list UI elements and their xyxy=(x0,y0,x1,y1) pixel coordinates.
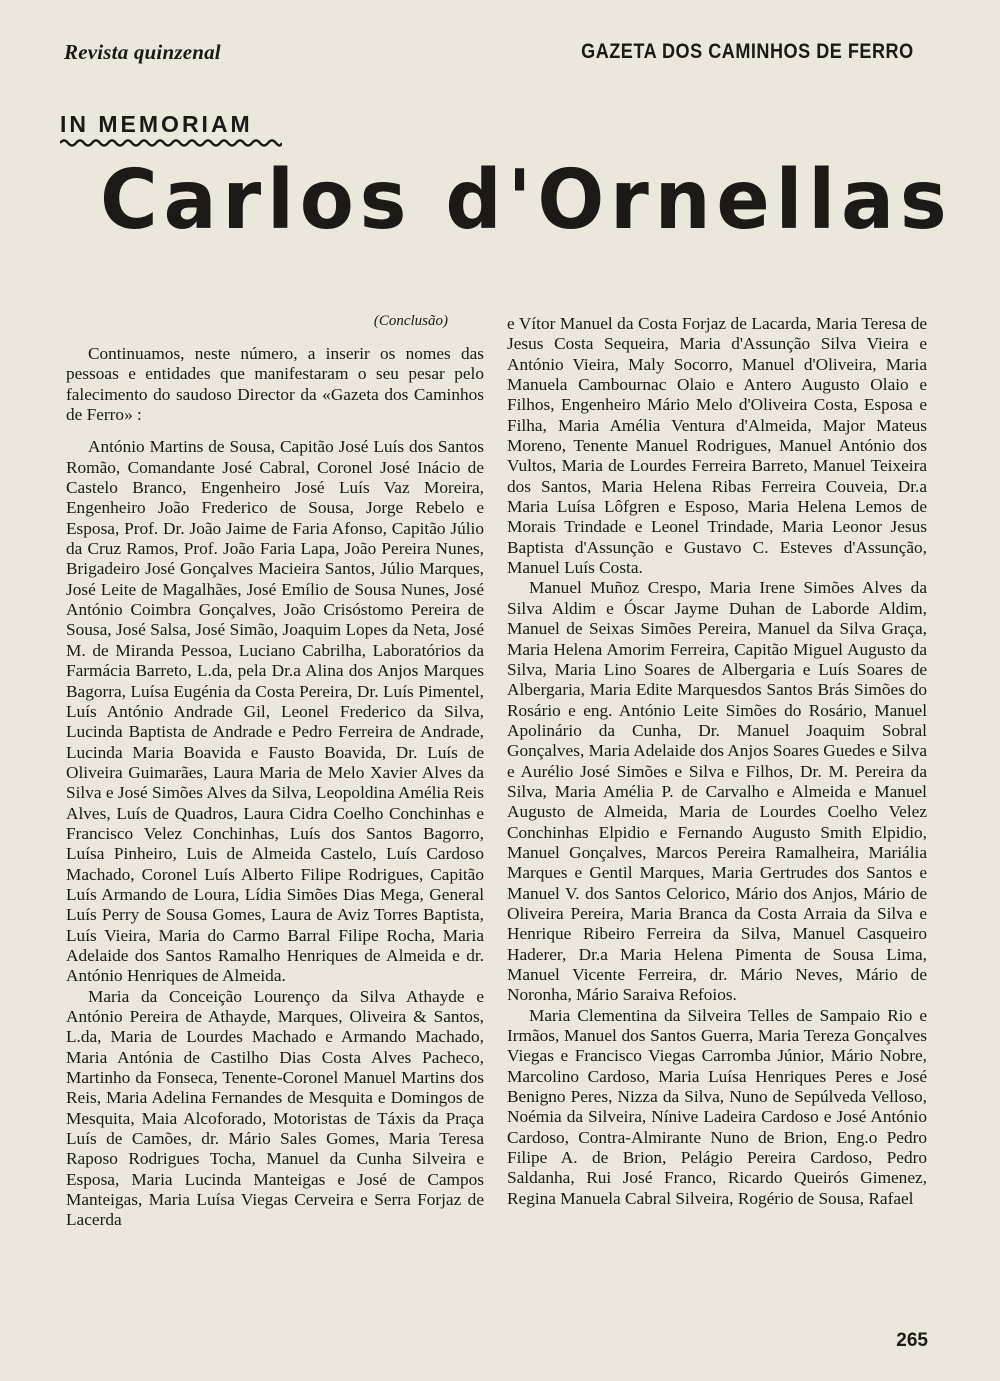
article-title: Carlos d'Ornellas xyxy=(100,153,953,248)
left-paragraph-1: António Martins de Sousa, Capitão José Luís dos Santos Romão, Comandante José Cabral, Coronel José Inácio de Castelo Branco, Engenheiro José Luís Vaz Moreira, Engenheiro João Frederico de Sousa, Jorge Rebelo e Esposa, Prof. Dr. João Jaime de Faria Afonso, Capitão Júlio da Cruz Ramos, Prof. João Faria Lapa, João Pereira Nunes, Brigadeiro José Gonçalves Macieira Santos, Júlio Marques, José Leite de Magalhães, José Emílio de Sousa Nunes, José António Coimbra Gonçalves, João Crisóstomo Pereira de Sousa, José Salsa, José Simão, Joaquim Lopes da Neta, José M. de Miranda Pessoa, Luciano Cabrilha, Laboratórios da Farmácia Barreto, L.da, pela Dr.a Alina dos Anjos Marques Bagorra, Luísa Eugénia da Costa Pereira, Dr. Luís Pimentel, Luís António Andrade Gil, Leonel Frederico da Silva, Lucinda Baptista de Andrade e Pedro Ferreira de Andrade, Lucinda Maria Boavida e Fausto Boavida, Dr. Luís de Oliveira Guimarães, Laura Maria de Melo Xavier Alves da Silva e José Simões Alves da Silva, Leopoldina Amélia Reis Alves, Luís de Quadros, Laura Cidra Coelho Conchinhas e Francisco Velez Conchinhas, Luís dos Santos Bagorro, Luísa Pinheiro, Luis de Almeida Castelo, Luís Cardoso Machado, Coronel Luís Alberto Filipe Rodrigues, Capitão Luís Armando de Loura, Lídia Simões Dias Mega, General Luís Perry de Sousa Gomes, Laura de Aviz Torres Baptista, Luís Vieira, Maria do Carmo Barral Filipe Rocha, Maria Adelaide dos Santos Ramalho Henriques de Almeida e dr. António Henriques de Almeida. xyxy=(66,437,484,986)
page-number: 265 xyxy=(896,1330,928,1351)
section-label: IN MEMORIAM xyxy=(60,111,253,137)
header-right: GAZETA DOS CAMINHOS DE FERRO xyxy=(581,40,914,63)
left-paragraph-2: Maria da Conceição Lourenço da Silva Athayde e António Pereira de Athayde, Marques, Oliveira & Santos, L.da, Maria de Lourdes Machado e Armando Machado, Maria Antónia de Castilho Dias Costa Alves Pacheco, Martinho da Fonseca, Tenente-Coronel Manuel Martins dos Reis, Maria Adelina Fernandes de Mesquita e Domingos de Mesquita, Maia Alcoforado, Motoristas de Táxis da Praça Luís de Camões, dr. Mário Sales Gomes, Maria Teresa Raposo Rodrigues Tocha, Manuel da Cunha Silveira e Esposa, Maria Lucinda Manteigas e José de Campos Manteigas, Maria Luísa Viegas Cerveira e Serra Forjaz de Lacerda xyxy=(66,986,484,1230)
right-paragraph-3: Maria Clementina da Silveira Telles de Sampaio Rio e Irmãos, Manuel dos Santos Guerra, Maria Tereza Gonçalves Viegas e Francisco Viegas Carromba Júnior, Mário Nobre, Marcolino Cardoso, Maria Luísa Henriques Peres e José Benigno Peres, Nizza da Silva, Nuno de Sepúlveda Velloso, Noémia da Silveira, Nínive Ladeira Cardoso e José António Cardoso, Contra-Almirante Nuno de Brion, Eng.o Pedro Filipe A. de Brion, Pelágio Pereira Cardoso, Pedro Saldanha, Rui José Franco, Ricardo Queirós Gimenez, Regina Manuela Cabral Silveira, Rogério de Sousa, Rafael xyxy=(507,1005,927,1208)
right-paragraph-1: e Vítor Manuel da Costa Forjaz de Lacarda, Maria Teresa de Jesus Costa Sequeira, Maria d'Assunção Silva Vieira e António Vieira, Maly Socorro, Manuel d'Oliveira, Maria Manuela Cambournac Olaio e Antero Augusto Olaio e Filhos, Engenheiro Mário Melo d'Oliveira Costa, Esposa e Filha, Maria Amélia Ventura d'Almeida, Major Mateus Moreno, Tenente Manuel Rodrigues, Manuel António dos Vultos, Maria de Lourdes Ferreira Barreto, Manuel Teixeira dos Santos, Maria Helena Ribas Ferreira Couveia, Dr.a Maria Luísa Lôfgren e Esposo, Maria Helena Lemos de Morais Trindade e Leonel Trindade, Maria Leonor Jesus Baptista d'Assunção e Gustavo C. Esteves d'Assunção, Manuel Luís Costa. xyxy=(507,314,927,578)
header-left: Revista quinzenal xyxy=(64,40,221,64)
conclusion-note: (Conclusão) xyxy=(373,313,448,329)
text-column-right xyxy=(507,314,927,1209)
text-column-left xyxy=(66,312,484,1231)
intro-paragraph: Continuamos, neste número, a inserir os nomes das pessoas e entidades que manifestaram o seu pesar pelo falecimento do saudoso Director da «Gazeta dos Caminhos de Ferro» : xyxy=(66,344,484,425)
right-paragraph-2: Manuel Muñoz Crespo, Maria Irene Simões Alves da Silva Aldim e Óscar Jayme Duhan de Laborde Aldim, Manuel de Seixas Simões Pereira, Manuel da Silva Graça, Maria Helena Amorim Ferreira, Capitão Miguel Augusto da Silva, Maria Lino Soares de Albergaria e Luís Soares de Albergaria, Maria Edite Marquesdos Santos Brás Simões do Rosário e eng. António Leite Simões do Rosário, Manuel Apolinário da Cunha, Dr. Manuel Joaquim Sobral Gonçalves, Maria Adelaide dos Anjos Soares Guedes e Silva e Aurélio José Simões e Silva e Filhos, Dr. M. Pereira da Silva, Maria Amélia P. de Carvalho e Almeida e Manuel Augusto de Almeida, Maria de Lourdes Coelho Velez Conchinhas Elpidio e Fernando Augusto Smith Elpidio, Manuel Gonçalves, Marcos Pereira Ramalheira, Mariália Marques e Gentil Marques, Maria Gertrudes dos Santos e Manuel V. dos Santos Celorico, Mário dos Anjos, Mário de Oliveira Pereira, Maria Branca da Costa Arraia da Silva e Henrique Ribeiro Ferreira da Silva, Manuel Casqueiro Haderer, Dr.a Maria Helena Pimenta de Sousa Lima, Manuel Vicente Ferreira, dr. Mário Neves, Mário de Noronha, Mário Saraiva Refoios. xyxy=(507,578,927,1005)
wavy-rule-ornament xyxy=(60,138,282,148)
